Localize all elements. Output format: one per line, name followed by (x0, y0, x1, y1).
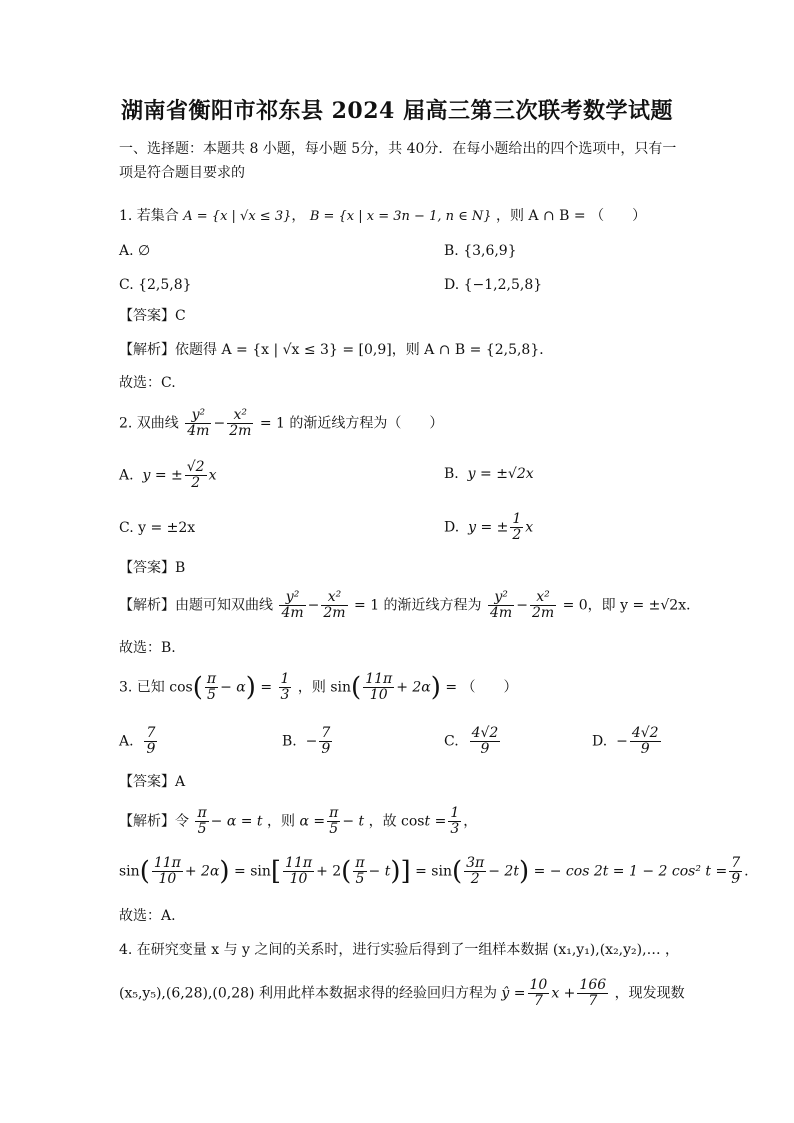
q1-option-b: B. {3,6,9} (444, 243, 517, 259)
q3-option-c: C. $\frac{4√2}{9}$ (444, 725, 499, 757)
q3-option-b: B. − $\frac{7}{9}$ (282, 725, 331, 757)
q2-conclusion: 故选：B. (119, 640, 176, 656)
q3-derivation: sin( $\frac{11\pi}{10}$ + 2α) = sin[ $\frac{11\pi}{10}$ + 2( $\frac{\pi}{5}$ − t)] = sin( $\frac{3\pi}{2}$ − 2t) = − cos 2t = 1 − 2 cos² t = $\frac{7}{9}$ . (119, 855, 749, 887)
q3-option-d: D. − $\frac{4√2}{9}$ (592, 725, 659, 757)
q2-option-a: A. y = ± $\frac{√2}{2}$ x (119, 459, 217, 491)
q2-stem: 2. 双曲线 $\frac{\text{y²}}{4m}$ − $\frac{\text{x²}}{2m}$ = 1 的渐近线方程为（ ） (119, 407, 444, 439)
q4-line2: (x₅,y₅),(6,28),(0,28) 利用此样本数据求得的经验回归方程为 ŷ = $\frac{10}{7}$ x + $\frac{166}{7}$ ，现发现数 (119, 977, 685, 1009)
q2-option-d: D. y = ± $\frac{1}{2}$ x (444, 511, 534, 543)
q3-stem: 3. 已知 cos( $\frac{\pi}{5}$ − α) = $\frac{1}{3}$ ，则 sin( $\frac{11\pi}{10}$ + 2α) = （ ） (119, 671, 518, 703)
q2-analysis: 【解析】由题可知双曲线 $\frac{\text{y²}}{4m}$ − $\frac{\text{x²}}{2m}$ = 1 的渐近线方程为 $\frac{\text{y²}}{4m}$ − $\frac{\text{x²}}{2m}$ = 0，即 y = ±√2x． (119, 589, 701, 621)
q3-answer: 【答案】A (119, 774, 186, 790)
q1-option-a: A. ∅ (119, 243, 151, 259)
q1-conclusion: 故选：C. (119, 375, 176, 391)
q1-answer: 【答案】C (119, 308, 186, 324)
q2-answer: 【答案】B (119, 560, 186, 576)
q2-option-b: B. y = ±√2x (444, 466, 534, 482)
q1-stem: 1. 若集合 A = {x | √x ≤ 3}， B = {x | x = 3n − 1, n ∈ N} ，则 A ∩ B = （ ） (119, 208, 647, 224)
q1-set-a: A = {x | √x ≤ 3} (183, 209, 292, 224)
q3-analysis: 【解析】令 $\frac{\pi}{5}$ − α = t ，则 α = $\frac{\pi}{5}$ − t ，故 cost = $\frac{1}{3}$ ， (119, 805, 478, 837)
q4-line1: 4. 在研究变量 x 与 y 之间的关系时，进行实验后得到了一组样本数据 (x₁,y₁),(x₂,y₂),… ， (119, 942, 680, 958)
q1-option-d: D. {−1,2,5,8} (444, 277, 543, 293)
section-heading-line2: 项是符合题目要求的 (119, 165, 245, 181)
section-heading-line1: 一、选择题：本题共 8 小题，每小题 5分，共 40分．在每小题给出的四个选项中，只有一 (119, 141, 677, 157)
q3-option-a: A. $\frac{7}{9}$ (119, 725, 156, 757)
q3-conclusion: 故选：A. (119, 908, 176, 924)
q2-option-c: C. y = ±2x (119, 520, 196, 536)
q1-analysis: 【解析】依题得 A = {x | √x ≤ 3} = [0,9]，则 A ∩ B = {2,5,8}． (119, 342, 554, 358)
q1-option-c: C. {2,5,8} (119, 277, 192, 293)
q1-set-b: B = {x | x = 3n − 1, n ∈ N} (309, 209, 492, 224)
page-title: 湖南省衡阳市祁东县 2024 届高三第三次联考数学试题 (120, 98, 674, 124)
